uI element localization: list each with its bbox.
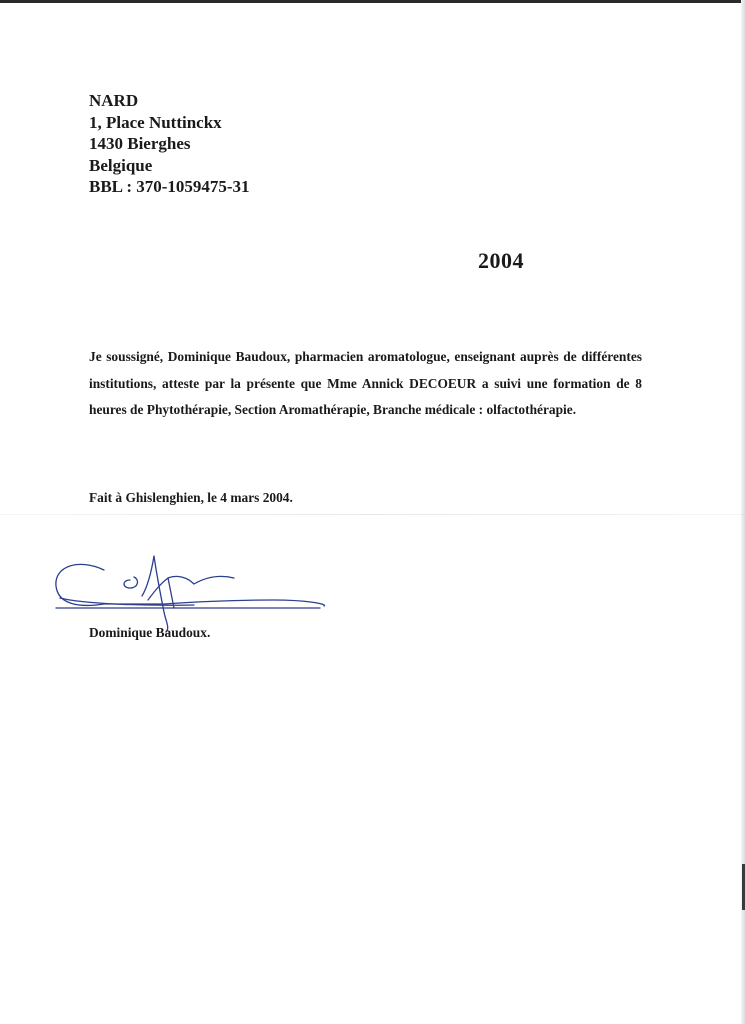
- sender-name: NARD: [89, 91, 139, 110]
- place-and-date: Fait à Ghislenghien, le 4 mars 2004.: [89, 490, 293, 505]
- handwritten-signature: [44, 548, 334, 633]
- attestation-body: Je soussigné, Dominique Baudoux, pharmacien aromatologue, enseignant auprès de différentes institutions, atteste par la présente que Mme Annick DECOEUR a suivi une formation de 8 heures de Phytothérapie, Section Aromathérapie, Branche médicale : olfactothérapie.: [89, 349, 642, 417]
- sender-bank-account: BBL : 370-1059475-31: [89, 177, 250, 196]
- sender-city: 1430 Bierghes: [89, 134, 191, 153]
- sender-country: Belgique: [89, 155, 153, 175]
- scan-top-edge: [0, 0, 745, 3]
- sender-street: 1, Place Nuttinckx: [89, 112, 222, 132]
- sender-address-block: [89, 90, 250, 198]
- signer-name: Dominique Baudoux.: [89, 625, 211, 640]
- letter-year: 2004: [478, 248, 524, 273]
- paper-fold-line: [0, 514, 745, 515]
